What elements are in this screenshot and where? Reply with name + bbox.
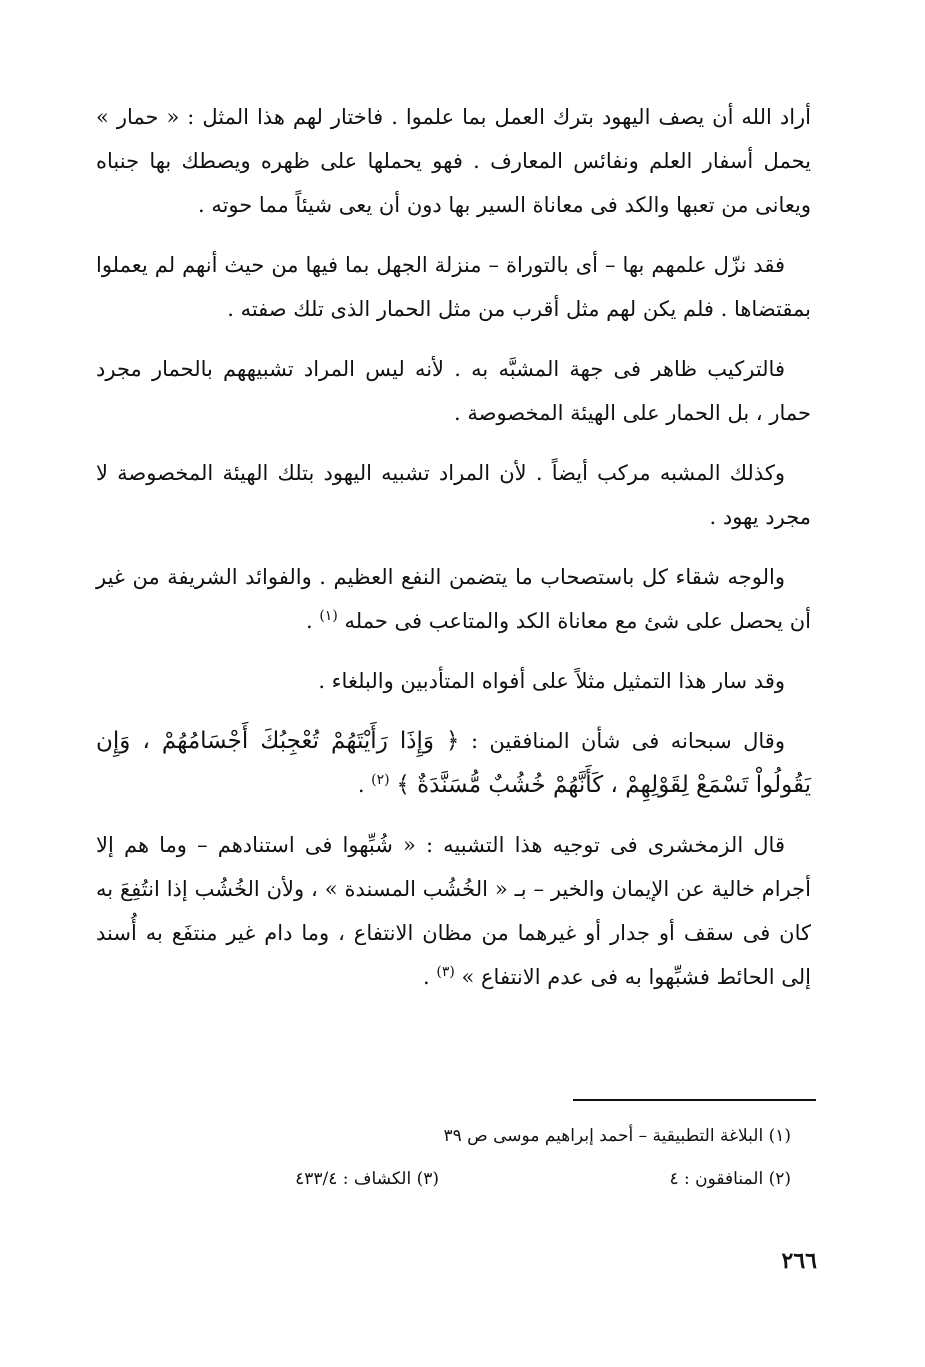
- footnote-separator: [573, 1099, 816, 1101]
- main-text: [96, 95, 811, 1015]
- footnote-1: (١) البلاغة التطبيقية – أحمد إبراهيم موسى ص ٣٩: [443, 1126, 791, 1146]
- paragraph-8-end: .: [422, 965, 437, 989]
- paragraph-6: وقد سار هذا التمثيل مثلاً على أفواه المتأدبين والبلغاء .: [318, 669, 785, 693]
- footnote-3: (٣) الكشاف : ٤٣٣/٤: [295, 1169, 439, 1189]
- paragraph-3: فالتركيب ظاهر فى جهة المشبَّه به . لأنه ليس المراد تشبيههم بالحمار مجرد حمار ، بل الحمار على الهيئة المخصوصة .: [96, 357, 811, 425]
- quran-verse: ﴿ وَإِذَا رَأَيْتَهُمْ تُعْجِبُكَ أَجْسَامُهُمْ ، وَإِن يَقُولُواْ تَسْمَعْ لِقَوْلِهِمْ ، كَأَنَّهُمْ خُشُبٌ مُّسَنَّدَةٌ ﴾: [96, 728, 811, 798]
- footnote-ref-2: (٢): [371, 772, 390, 788]
- paragraph-1: أراد الله أن يصف اليهود بترك العمل بما علموا . فاختار لهم هذا المثل : « حمار » يحمل أسفار العلم ونفائس المعارف . فهو يحملها على ظهره ويصطك بها جنباه ويعانى من تعبها والكد فى معاناة السير بها دون أن يعى شيئاً مما حوته .: [96, 105, 811, 217]
- paragraph-5-end: .: [305, 609, 320, 633]
- footnote-ref-3: (٣): [436, 964, 455, 980]
- footnote-2: (٢) المنافقون : ٤: [669, 1169, 791, 1189]
- footnote-ref-1: (١): [319, 608, 338, 624]
- paragraph-5-text: والوجه شقاء كل باستصحاب ما يتضمن النفع العظيم . والفوائد الشريفة من غير أن يحصل على شئ مع معاناة الكد والمتاعب فى حمله: [96, 565, 811, 633]
- paragraph-8: [96, 823, 811, 999]
- paragraph-5: [96, 555, 811, 643]
- paragraph-8-text: قال الزمخشرى فى توجيه هذا التشبيه : « شُبِّهوا فى استنادهم – وما هم إلا أجرام خالية عن الإيمان والخير – بـ « الخُشُب المسندة » ، ولأن الخُشُب إذا انتُفِعَ به كان فى سقف أو جدار أو غيرهما من مظان الانتفاع ، وما دام غير منتفَع به أُسند إلى الحائط فشبِّهوا به فى عدم الانتفاع »: [96, 833, 811, 989]
- paragraph-4: وكذلك المشبه مركب أيضاً . لأن المراد تشبيه اليهود بتلك الهيئة المخصوصة لا مجرد يهود .: [96, 461, 811, 529]
- paragraph-2: فقد نزّل علمهم بها – أى بالتوراة – منزلة الجهل بما فيها من حيث أنهم لم يعملوا بمقتضاها . فلم يكن لهم مثل أقرب من مثل الحمار الذى تلك صفته .: [96, 253, 811, 321]
- page-number: ٢٦٦: [781, 1248, 817, 1274]
- paragraph-7: [96, 719, 811, 807]
- paragraph-7-end: .: [357, 773, 372, 797]
- paragraph-7-lead: وقال سبحانه فى شأن المنافقين :: [470, 729, 785, 753]
